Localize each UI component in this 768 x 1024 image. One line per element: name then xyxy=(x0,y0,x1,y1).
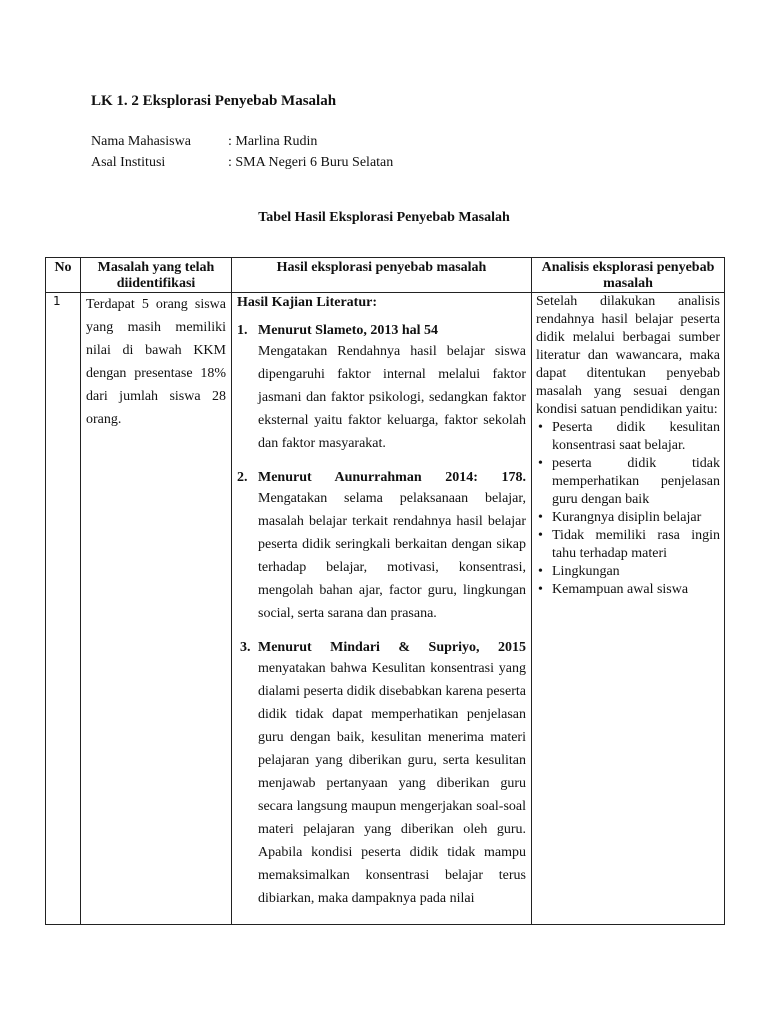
row-number: 1 xyxy=(46,293,81,925)
reference-title: Menurut Slameto, 2013 hal 54 xyxy=(258,323,439,338)
table-title: Tabel Hasil Eksplorasi Penyebab Masalah xyxy=(258,210,510,225)
reference-item xyxy=(237,639,526,910)
list-item: • Tidak memiliki rasa ingin tahu terhadap materi xyxy=(536,527,720,563)
info-row-name xyxy=(91,134,317,150)
header-masalah: Masalah yang telah diidentifikasi xyxy=(81,258,232,293)
analysis-text: Setelah dilakukan analisis rendahnya hasil belajar peserta didik melalui berbagai sumber literatur dan wawancara, maka dapat ditentukan penyebab masalah yang sesuai dengan kondisi satuan pendidikan yaitu: xyxy=(536,294,720,417)
info-value: : Marlina Rudin xyxy=(228,134,318,149)
header-hasil: Hasil eksplorasi penyebab masalah xyxy=(232,258,532,293)
cause-list xyxy=(536,419,720,599)
reference-number: 3. xyxy=(240,640,251,655)
reference-text: Mengatakan Rendahnya hasil belajar siswa dipengaruhi faktor internal melalui faktor jasmani dan faktor psikologi, sedangkan faktor eksternal yaitu faktor keluarga, faktor sekolah dan faktor masyarakat. xyxy=(258,344,526,451)
reference-title: Menurut Aunurrahman 2014: 178. xyxy=(258,470,526,485)
document-heading: LK 1. 2 Eksplorasi Penyebab Masalah xyxy=(91,93,337,109)
info-label: Nama Mahasiswa xyxy=(91,134,191,149)
reference-item xyxy=(237,469,526,625)
table-row xyxy=(46,293,725,925)
header-no: No xyxy=(46,258,81,293)
list-item: • Kurangnya disiplin belajar xyxy=(536,509,720,527)
exploration-cell xyxy=(232,293,532,925)
list-item: • peserta didik tidak memperhatikan penjelasan guru dengan baik xyxy=(536,455,720,509)
info-value: : SMA Negeri 6 Buru Selatan xyxy=(228,155,394,170)
info-row-institution xyxy=(91,155,393,171)
reference-text: menyatakan bahwa Kesulitan konsentrasi yang dialami peserta didik disebabkan karena peserta didik tidak dapat memperhatikan penjelasan guru dengan baik, kesulitan menerima materi pelajaran yang diberikan guru, serta kesulitan menjawab pertanyaan yang diberikan guru secara langsung maupun mengerjakan soal-soal materi pelajaran yang diberikan oleh guru. Apabila kondisi peserta didik tidak mampu memaksimalkan konsentrasi belajar terus dibiarkan, maka dampaknya pada nilai xyxy=(258,661,526,906)
header-analisis: Analisis eksplorasi penyebab masalah xyxy=(532,258,725,293)
analysis-cell xyxy=(532,293,725,925)
list-item: • Peserta didik kesulitan konsentrasi saat belajar. xyxy=(536,419,720,455)
reference-number: 2. xyxy=(237,470,248,485)
reference-title: Menurut Mindari & Supriyo, 2015 xyxy=(258,640,526,655)
list-item: • Kemampuan awal siswa xyxy=(536,581,720,599)
info-label: Asal Institusi xyxy=(91,155,166,170)
reference-item xyxy=(237,322,526,455)
exploration-table xyxy=(45,257,725,925)
problem-cell: Terdapat 5 orang siswa yang masih memiliki nilai di bawah KKM dengan presentase 18% dari jumlah siswa 28 orang. xyxy=(81,293,232,925)
literature-heading: Hasil Kajian Literatur: xyxy=(237,295,377,310)
reference-number: 1. xyxy=(237,323,248,338)
list-item: • Lingkungan xyxy=(536,563,720,581)
table-header-row xyxy=(46,258,725,293)
reference-text: Mengatakan selama pelaksanaan belajar, masalah belajar terkait rendahnya hasil belajar peserta didik seringkali berkaitan dengan sikap terhadap belajar, motivasi, konsentrasi, mengolah bahan ajar, factor guru, lingkungan social, serta sarana dan prasana. xyxy=(258,491,526,621)
